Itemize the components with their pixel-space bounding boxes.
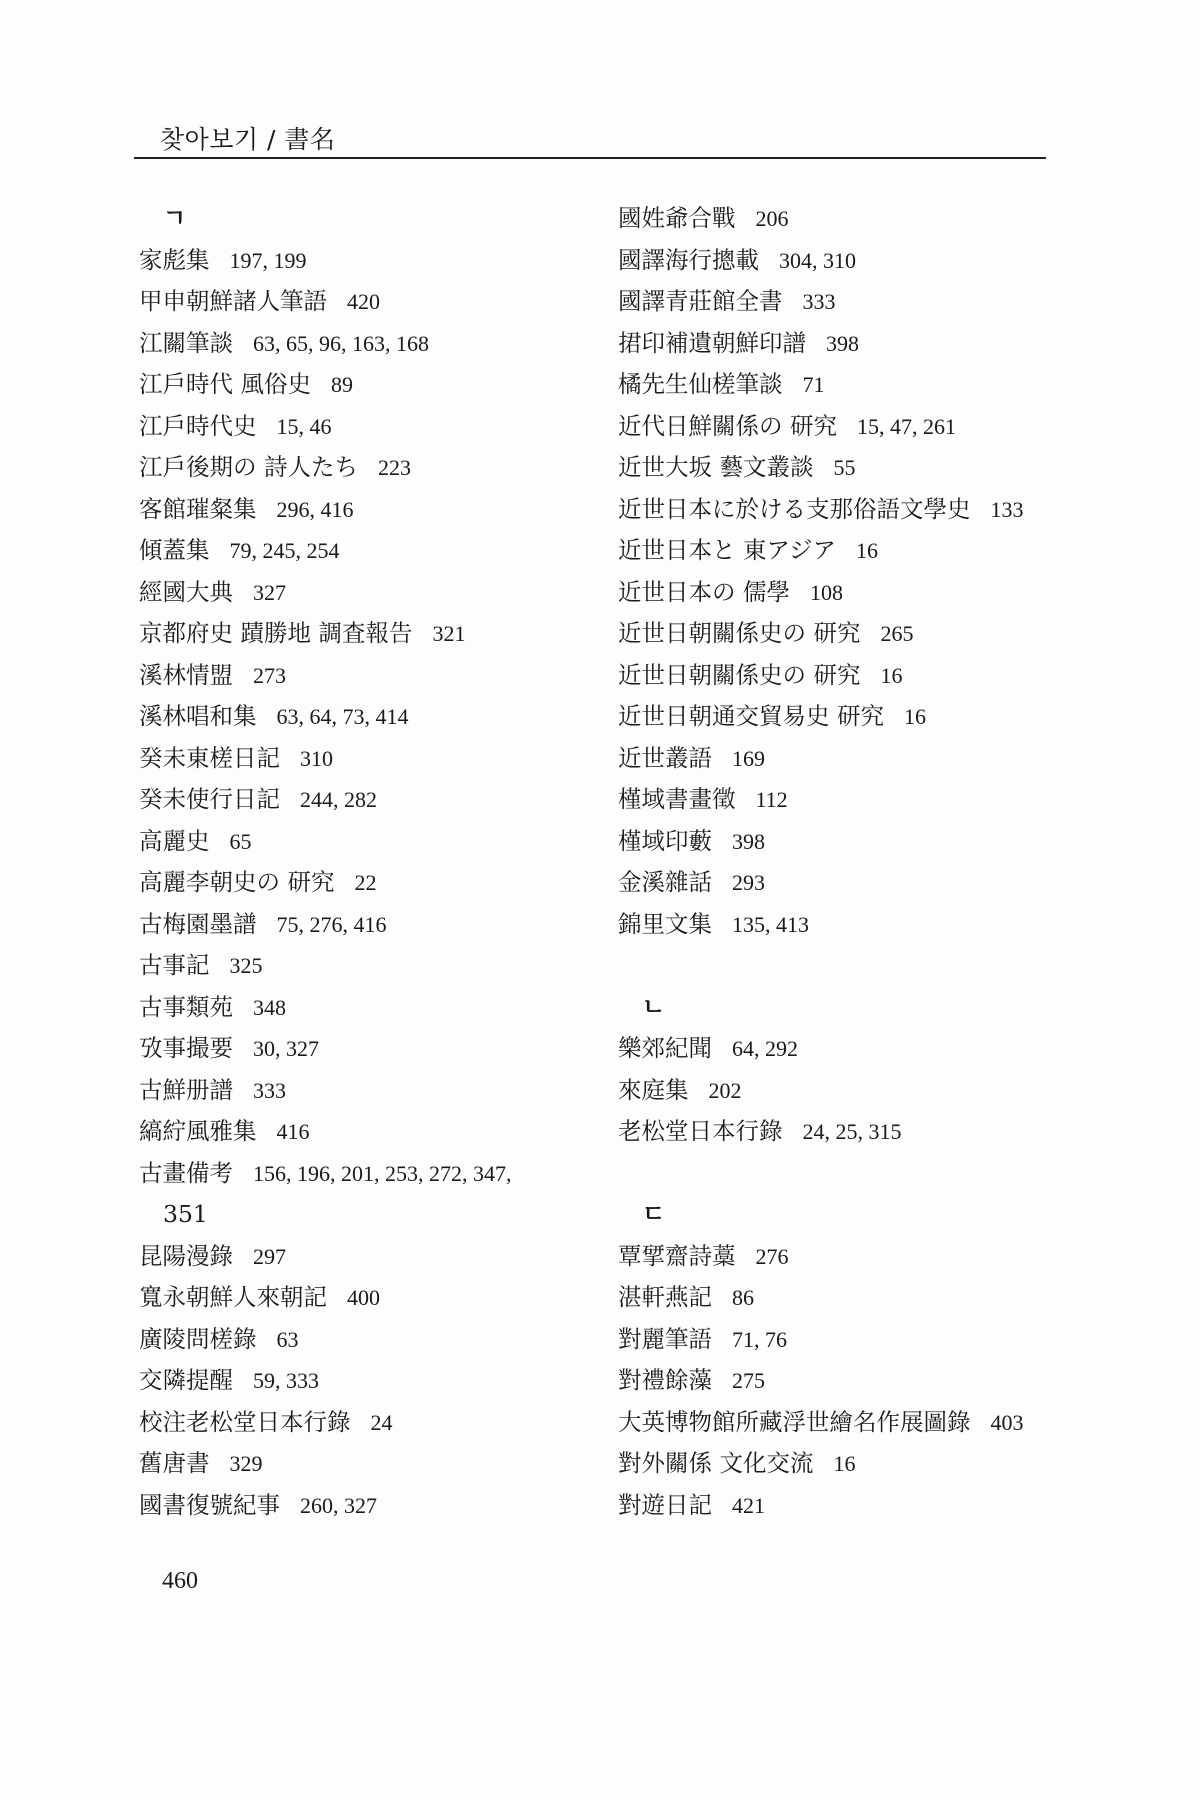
entry-title: 近世日本に於ける支那俗語文學史 bbox=[618, 494, 971, 523]
entry-pages: 265 bbox=[880, 621, 914, 646]
entry-title: 溪林情盟 bbox=[139, 660, 233, 689]
right-entry-list-g bbox=[618, 198, 1058, 945]
entry-title: 攷事撮要 bbox=[139, 1034, 233, 1062]
entry-pages: 275 bbox=[732, 1368, 765, 1393]
index-entry bbox=[139, 862, 609, 904]
index-entry bbox=[618, 447, 1058, 489]
index-entry bbox=[139, 281, 609, 323]
index-entry bbox=[139, 696, 609, 738]
entry-pages: 260, 327 bbox=[300, 1492, 377, 1518]
entry-pages: 55 bbox=[833, 455, 856, 480]
index-entry bbox=[618, 364, 1058, 406]
index-entry bbox=[618, 1236, 1058, 1278]
index-entry bbox=[139, 1028, 609, 1070]
entry-title: 捃印補遺朝鮮印譜 bbox=[618, 328, 806, 357]
index-entry bbox=[139, 987, 609, 1029]
entry-title: 交隣提醒 bbox=[139, 1366, 233, 1394]
header-rule bbox=[134, 157, 1046, 159]
entry-title: 古事記 bbox=[139, 951, 210, 979]
entry-pages: 348 bbox=[253, 994, 286, 1020]
index-entry bbox=[618, 779, 1058, 821]
index-entry bbox=[139, 1236, 609, 1278]
entry-title: 高麗史 bbox=[139, 826, 210, 855]
entry-title: 橘先生仙槎筆談 bbox=[618, 370, 783, 398]
entry-pages: 398 bbox=[826, 330, 859, 356]
entry-title: 近世日朝通交貿易史 研究 bbox=[618, 702, 884, 730]
entry-title: 廣陵問槎錄 bbox=[139, 1324, 257, 1353]
entry-title: 縞紵風雅集 bbox=[139, 1117, 257, 1145]
entry-pages: 296, 416 bbox=[276, 496, 354, 522]
index-entry bbox=[139, 406, 609, 448]
entry-title: 舊唐書 bbox=[139, 1449, 210, 1477]
index-entry bbox=[618, 738, 1058, 780]
entry-title: 國姓爺合戰 bbox=[618, 204, 736, 232]
index-entry bbox=[618, 613, 1058, 655]
entry-pages: 327 bbox=[253, 579, 286, 605]
entry-title: 癸未使行日記 bbox=[139, 785, 280, 813]
entry-pages: 15, 46 bbox=[276, 413, 332, 439]
entry-pages: 202 bbox=[708, 1077, 742, 1103]
entry-pages: 24, 25, 315 bbox=[802, 1119, 902, 1144]
entry-list-d bbox=[618, 1236, 1058, 1527]
entry-pages: 135, 413 bbox=[732, 911, 809, 937]
entry-pages: 197, 199 bbox=[229, 247, 307, 273]
section-gap bbox=[618, 1153, 1058, 1195]
entry-pages: 16 bbox=[856, 538, 879, 563]
entry-title: 傾蓋集 bbox=[139, 536, 210, 564]
index-entry bbox=[618, 489, 1058, 531]
left-entry-list bbox=[139, 240, 609, 1527]
index-entry bbox=[618, 1402, 1058, 1444]
entry-title: 經國大典 bbox=[139, 577, 233, 606]
entry-pages: 416 bbox=[276, 1119, 310, 1144]
entry-pages: 64, 292 bbox=[732, 1036, 798, 1061]
entry-title: 近世叢語 bbox=[618, 743, 712, 772]
entry-pages: 276 bbox=[755, 1243, 789, 1269]
left-column bbox=[139, 198, 609, 1526]
entry-title: 江戶時代 風俗史 bbox=[139, 370, 311, 398]
index-entry bbox=[139, 364, 609, 406]
entry-title: 來庭集 bbox=[618, 1075, 689, 1104]
index-entry bbox=[139, 1153, 609, 1236]
index-entry bbox=[139, 1319, 609, 1361]
entry-title: 國譯海行摠載 bbox=[618, 245, 759, 274]
entry-title: 甲申朝鮮諸人筆語 bbox=[139, 287, 327, 315]
entry-title: 家彪集 bbox=[139, 245, 210, 274]
entry-pages: 398 bbox=[732, 828, 765, 854]
entry-title: 國譯青莊館全書 bbox=[618, 287, 783, 315]
entry-pages: 304, 310 bbox=[779, 247, 856, 273]
index-entry bbox=[139, 1485, 609, 1527]
index-entry bbox=[139, 738, 609, 780]
index-entry bbox=[618, 904, 1058, 946]
entry-pages: 22 bbox=[354, 870, 377, 895]
entry-title: 京都府史 蹟勝地 調査報告 bbox=[139, 619, 413, 647]
index-entry bbox=[618, 1111, 1058, 1153]
index-entry bbox=[618, 1028, 1058, 1070]
entry-pages-continued: 351 bbox=[163, 1200, 208, 1228]
entry-pages: 86 bbox=[732, 1285, 754, 1310]
entry-title: 癸未東槎日記 bbox=[139, 743, 280, 772]
entry-title: 客館璀粲集 bbox=[139, 494, 257, 523]
entry-pages: 400 bbox=[347, 1285, 380, 1310]
entry-title: 古事類苑 bbox=[139, 992, 233, 1021]
entry-title: 錦里文集 bbox=[618, 909, 712, 938]
entry-title: 高麗李朝史の 研究 bbox=[139, 868, 335, 896]
index-entry bbox=[618, 1443, 1058, 1485]
entry-list-n bbox=[618, 1028, 1058, 1153]
entry-pages: 321 bbox=[432, 621, 466, 646]
index-entry bbox=[618, 530, 1058, 572]
index-entry bbox=[618, 696, 1058, 738]
index-entry bbox=[139, 1360, 609, 1402]
entry-title: 近世日朝關係史の 研究 bbox=[618, 619, 861, 647]
entry-pages: 24 bbox=[370, 1409, 393, 1435]
entry-title: 古鮮册譜 bbox=[139, 1075, 233, 1104]
entry-title: 近世大坂 藝文叢談 bbox=[618, 453, 814, 481]
index-entry bbox=[618, 323, 1058, 365]
entry-pages: 16 bbox=[833, 1451, 856, 1476]
entry-pages: 329 bbox=[229, 1451, 263, 1476]
index-entry bbox=[618, 240, 1058, 282]
entry-title: 古畫備考 bbox=[139, 1158, 233, 1187]
index-entry bbox=[618, 862, 1058, 904]
entry-title: 近世日本と 東アジア bbox=[618, 536, 837, 564]
entry-pages: 420 bbox=[347, 289, 380, 314]
entry-pages: 169 bbox=[732, 745, 765, 771]
entry-title: 近代日鮮關係の 研究 bbox=[618, 411, 837, 440]
index-entry bbox=[139, 489, 609, 531]
index-entry bbox=[139, 779, 609, 821]
entry-pages: 333 bbox=[802, 289, 836, 314]
entry-pages: 244, 282 bbox=[300, 787, 377, 812]
entry-title: 國書復號紀事 bbox=[139, 1490, 280, 1519]
index-entry bbox=[139, 1277, 609, 1319]
entry-title: 覃揅齋詩藁 bbox=[618, 1241, 736, 1270]
index-entry bbox=[139, 572, 609, 614]
entry-pages: 206 bbox=[755, 206, 789, 231]
entry-title: 槿域印藪 bbox=[618, 826, 712, 855]
entry-title: 槿域書畫徵 bbox=[618, 785, 736, 813]
entry-pages: 65 bbox=[229, 828, 252, 854]
index-entry bbox=[139, 655, 609, 697]
index-entry bbox=[618, 406, 1058, 448]
entry-pages: 63, 65, 96, 163, 168 bbox=[253, 330, 429, 356]
entry-title: 寬永朝鮮人來朝記 bbox=[139, 1283, 327, 1311]
section-heading-d: ㄷ bbox=[642, 1200, 666, 1228]
index-entry bbox=[139, 1111, 609, 1153]
entry-title: 江戶後期の 詩人たち bbox=[139, 453, 358, 481]
entry-title: 湛軒燕記 bbox=[618, 1283, 712, 1311]
entry-pages: 133 bbox=[990, 496, 1024, 522]
index-entry bbox=[618, 1277, 1058, 1319]
entry-pages: 75, 276, 416 bbox=[276, 911, 387, 937]
entry-title: 老松堂日本行錄 bbox=[618, 1117, 783, 1145]
index-entry bbox=[618, 572, 1058, 614]
index-entry bbox=[139, 945, 609, 987]
entry-title: 大英博物館所藏浮世繪名作展圖錄 bbox=[618, 1407, 971, 1436]
index-entry bbox=[139, 447, 609, 489]
entry-title: 對麗筆語 bbox=[618, 1324, 712, 1353]
entry-title: 樂郊紀聞 bbox=[618, 1034, 712, 1062]
index-entry bbox=[618, 198, 1058, 240]
entry-pages: 108 bbox=[809, 579, 843, 605]
running-header: 찾아보기 / 書名 bbox=[160, 125, 336, 154]
entry-pages: 293 bbox=[732, 870, 765, 895]
entry-pages: 403 bbox=[990, 1409, 1024, 1435]
right-column bbox=[618, 198, 1058, 1526]
entry-pages: 333 bbox=[253, 1077, 286, 1103]
entry-pages: 71, 76 bbox=[732, 1326, 787, 1352]
section-heading-n: ㄴ bbox=[642, 992, 666, 1021]
index-entry bbox=[618, 1485, 1058, 1527]
entry-title: 近世日本の 儒學 bbox=[618, 577, 790, 606]
entry-pages: 310 bbox=[300, 745, 333, 771]
index-entry bbox=[139, 1070, 609, 1112]
section-gap bbox=[618, 945, 1058, 987]
entry-title: 金溪雜話 bbox=[618, 868, 712, 896]
entry-pages: 63 bbox=[276, 1326, 299, 1352]
entry-pages: 71 bbox=[802, 372, 825, 397]
index-entry bbox=[618, 1070, 1058, 1112]
entry-title: 江戶時代史 bbox=[139, 411, 257, 440]
index-entry bbox=[618, 281, 1058, 323]
entry-title: 昆陽漫錄 bbox=[139, 1241, 233, 1270]
entry-pages: 16 bbox=[903, 704, 926, 729]
entry-title: 對禮餘藻 bbox=[618, 1366, 712, 1394]
entry-title: 江關筆談 bbox=[139, 328, 233, 357]
entry-pages: 325 bbox=[229, 953, 263, 978]
page-number: 460 bbox=[162, 1568, 198, 1594]
entry-pages: 273 bbox=[253, 662, 286, 688]
index-entry bbox=[618, 655, 1058, 697]
entry-title: 對遊日記 bbox=[618, 1490, 712, 1519]
index-entry bbox=[139, 240, 609, 282]
section-heading-g: ㄱ bbox=[163, 204, 187, 232]
entry-title: 對外關係 文化交流 bbox=[618, 1449, 814, 1477]
entry-pages: 59, 333 bbox=[253, 1368, 319, 1393]
entry-title: 近世日朝關係史の 研究 bbox=[618, 660, 861, 689]
entry-pages: 112 bbox=[755, 787, 788, 812]
index-entry bbox=[139, 904, 609, 946]
entry-pages: 63, 64, 73, 414 bbox=[276, 704, 409, 729]
entry-pages: 297 bbox=[253, 1243, 286, 1269]
index-entry bbox=[139, 1443, 609, 1485]
index-entry bbox=[618, 1360, 1058, 1402]
entry-pages: 89 bbox=[330, 372, 353, 397]
index-entry bbox=[139, 530, 609, 572]
entry-pages: 223 bbox=[377, 455, 411, 480]
index-entry bbox=[139, 1402, 609, 1444]
index-entry bbox=[139, 323, 609, 365]
entry-title: 古梅園墨譜 bbox=[139, 909, 257, 938]
index-entry bbox=[618, 1319, 1058, 1361]
index-entry bbox=[139, 821, 609, 863]
entry-pages: 156, 196, 201, 253, 272, 347, bbox=[253, 1160, 512, 1186]
entry-pages: 30, 327 bbox=[253, 1036, 319, 1061]
entry-pages: 16 bbox=[880, 662, 903, 688]
entry-title: 校注老松堂日本行錄 bbox=[139, 1407, 351, 1436]
entry-pages: 15, 47, 261 bbox=[856, 413, 956, 439]
index-entry bbox=[139, 613, 609, 655]
entry-pages: 421 bbox=[732, 1492, 765, 1518]
entry-title: 溪林唱和集 bbox=[139, 702, 257, 730]
index-entry bbox=[618, 821, 1058, 863]
entry-pages: 79, 245, 254 bbox=[229, 538, 340, 563]
